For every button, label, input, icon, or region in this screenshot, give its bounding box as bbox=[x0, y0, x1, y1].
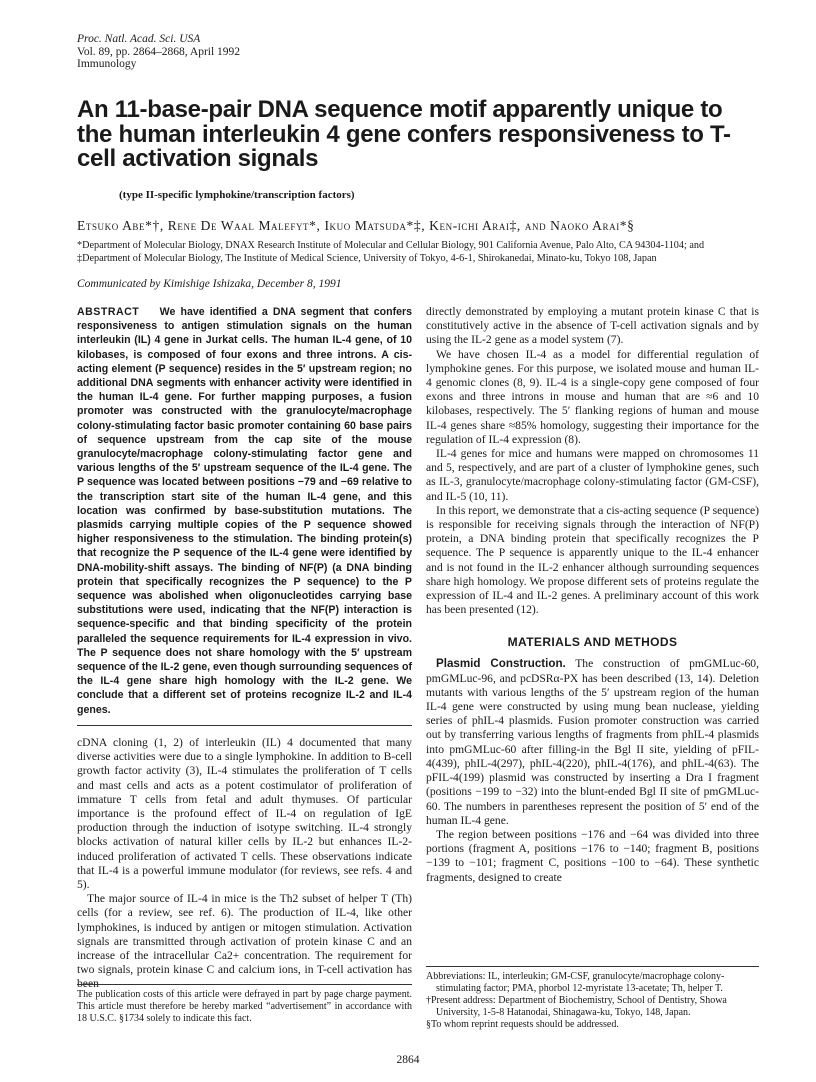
divider bbox=[77, 725, 412, 726]
paragraph: directly demonstrated by employing a mutant protein kinase C that is constitutively active in the absence of T-cell activation signals and by using the IL-2 gene as a model system (7). bbox=[426, 305, 759, 347]
publication-footnote bbox=[77, 984, 412, 1025]
page-number: 2864 bbox=[396, 1054, 420, 1066]
affiliations bbox=[77, 240, 757, 265]
footnote-divider bbox=[77, 984, 412, 985]
left-column bbox=[77, 305, 412, 992]
journal-section: Immunology bbox=[77, 58, 137, 70]
paragraph: We have chosen IL-4 as a model for differential regulation of lymphokine genes. For this purpose, we isolated mouse and human IL-4 genomic clones (8, 9). IL-4 is a single-copy gene composed of four exons and three introns in mouse and human that are ≈6 and 10 kilobases, respectively. The 5′ flanking regions of human and mouse IL-4 genes share ≈85% homology, suggesting their importance for the regulation of IL-4 expression (8). bbox=[426, 347, 759, 446]
journal-header bbox=[77, 33, 240, 71]
abstract-text: We have identified a DNA segment that confers responsiveness to antigen stimulation signals on the human interleukin (IL) 4 gene in Jurkat cells. The human IL-4 gene, of 10 kilobases, is composed of four exons and three introns. A cis-acting element (P sequence) resides in the 5′ upstream region; no additional DNA segments with enhancer activity were identified in the human IL-4 gene. For further mapping purposes, a fusion promoter was constructed with the granulocyte/macrophage colony-stimulating factor basic promoter containing 60 base pairs of sequence upstream from the cap site of the mouse granulocyte/macrophage colony-stimulating factor gene and various lengths of the 5′ upstream sequence of the IL-4 gene. The P sequence was located between positions −79 and −69 relative to the transcription start site of the human IL-4 gene, and this location was confirmed by base-substitution mutations. The plasmids carrying multiple copies of the P sequence showed higher responsiveness to the stimulation. The binding protein(s) that recognize the P sequence of the IL-4 gene were identified by DNA-mobility-shift assays. The binding of NF(P) (a DNA binding protein that specifically recognizes the P sequence) to the P sequence was abolished when oligonucleotides carrying base substitutions were used, indicating that the NF(P) interaction is sequence-specific and that binding specificity of the protein paralleled the sequence requirements for IL-4 expression in vivo. The P sequence does not share homology with the 5′ upstream sequence of the IL-2 gene, even though surrounding sequences of the IL-4 gene share high homology with the IL-2 gene. We conclude that a different set of proteins recognize IL-2 and IL-4 genes. bbox=[77, 306, 412, 716]
section-heading: MATERIALS AND METHODS bbox=[507, 635, 678, 650]
footnote-text: The publication costs of this article were defrayed in part by page charge payment. This article must therefore be hereby marked “advertisement” in accordance with 18 U.S.C. §1734 solely to indicate this fact. bbox=[77, 989, 412, 1024]
paragraph: cDNA cloning (1, 2) of interleukin (IL) 4 documented that many diverse activities were due to a single lymphokine. In addition to B-cell growth factor activity (3), IL-4 stimulates the proliferation of T cells and mast cells and acts as a potent costimulator of proliferation of immature T cells from fetal and adult thymuses. Of particular importance is the profound effect of IL-4 on regulation of IgE production through the induction of isotype switching. IL-4 strongly blocks activation of natural killer cells by IL-2 but enhances IL-2-induced proliferation of activated T cells. These observations indicate that IL-4 is a powerful immune modulator (for reviews, see refs. 4 and 5). bbox=[77, 735, 412, 891]
paper-title: An 11-base-pair DNA sequence motif apparently unique to the human interleukin 4 gene confers responsiveness to T-cell activation signals bbox=[77, 96, 731, 172]
right-column bbox=[426, 305, 759, 885]
footnotes bbox=[426, 966, 759, 1031]
paragraph: IL-4 genes for mice and humans were mapped on chromosomes 11 and 5, respectively, and are part of a cluster of lymphokine genes, such as IL-3, granulocyte/macrophage colony-stimulating factor (GM-CSF), and IL-5 (10, 11). bbox=[426, 447, 759, 503]
footnote: Abbreviations: IL, interleukin; GM-CSF, granulocyte/macrophage colony-stimulating factor; PMA, phorbol 12-myristate 13-acetate; Th, helper T. bbox=[426, 971, 725, 994]
keywords: (type II-specific lymphokine/transcription factors) bbox=[119, 189, 355, 201]
journal-volume: Vol. 89, pp. 2864–2868, April 1992 bbox=[77, 45, 241, 58]
footnote: §To whom reprint requests should be addressed. bbox=[426, 1019, 619, 1030]
paragraph: The region between positions −176 and −64 was divided into three portions (fragment A, positions −176 to −140; fragment B, positions −139 to −101; fragment C, positions −100 to −64). These synthetic fragments, designed to create bbox=[426, 827, 759, 884]
paragraph: The major source of IL-4 in mice is the Th2 subset of helper T (Th) cells (for a review, see ref. 6). The production of IL-4, like other lymphokines, is induced by antigen or mitogen stimulation. Activation signals are transmitted through activation of protein kinase C and an increase of the intracellular Ca2+ concentration. The requirement for two signals, protein kinase C and calcium ions, in T-cell activation has been bbox=[77, 892, 412, 991]
paragraph-text: The construction of pmGMLuc-60, pmGMLuc-96, and pcDSRα-PX has been described (13, 14). Deletion mutants with various lengths of the 5′ upstream region of the human IL-4 gene were constructed by using mung bean nuclease, yielding series of phIL-4 plasmids. Fusion promoter construction was carried out by transferring various lengths of fragments from phIL-4 plasmids into pmGMLuc-60 after filling-in the Bgl II site, yielding of pFIL-4(439), phIL-4(297), phIL-4(220), phIL-4(176), and phIL-4(63). The pFIL-4(199) plasmid was constructed by inserting a Dra I fragment (positions −199 to −32) into the blunt-ended Bgl II site of pmGMLuc-60. The numbers in parentheses represent the position of 5′ end of the human IL-4 gene. bbox=[426, 657, 759, 827]
footnote-divider bbox=[426, 966, 759, 967]
abstract bbox=[77, 305, 412, 717]
abstract-label: ABSTRACT bbox=[77, 306, 140, 318]
journal-name: Proc. Natl. Acad. Sci. USA bbox=[77, 33, 201, 45]
authors: Etsuko Abe*†, Rene De Waal Malefyt*, Ikuo Matsuda*‡, Ken-ichi Arai‡, and Naoko Arai*§ bbox=[77, 218, 635, 233]
paragraph: In this report, we demonstrate that a cis-acting sequence (P sequence) is responsible for receiving signals through the interaction of NF(P) protein, a DNA binding protein that specifically recognizes the P sequence. The P sequence is apparently unique to the IL-4 enhancer and is not found in the IL-2 enhancer although surrounding sequences share high homology. We propose different sets of proteins regulate the expression of IL-4 and IL-2 genes. A preliminary account of this work has been presented (12). bbox=[426, 503, 759, 617]
runin-heading: Plasmid Construction. bbox=[436, 657, 566, 671]
affiliation: *Department of Molecular Biology, DNAX Research Institute of Molecular and Cellular Biology, 901 California Avenue, Palo Alto, CA 94304-1104; and bbox=[77, 240, 705, 251]
communicated-by: Communicated by Kimishige Ishizaka, December 8, 1991 bbox=[77, 278, 342, 290]
paragraph bbox=[426, 657, 759, 827]
footnote: †Present address: Department of Biochemistry, School of Dentistry, Showa University, 1-5-8 Hatanodai, Shinagawa-ku, Tokyo, 148, Japan. bbox=[426, 995, 727, 1018]
affiliation: ‡Department of Molecular Biology, The Institute of Medical Science, University of Tokyo, 4-6-1, Shirokanedai, Minato-ku, Tokyo 108, Japan bbox=[77, 252, 657, 264]
